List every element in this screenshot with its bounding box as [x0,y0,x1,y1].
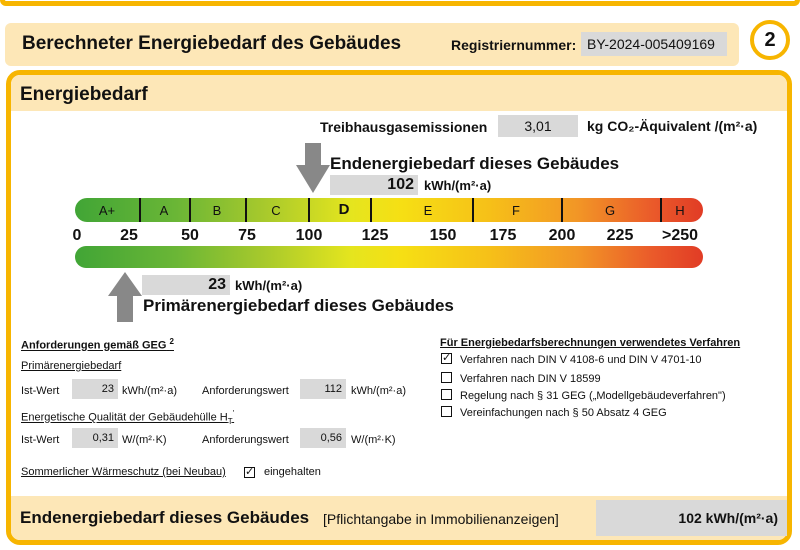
method-label: Regelung nach § 31 GEG („Modellgebäudeverfahren") [460,390,726,402]
end-energy-arrow-icon [296,143,330,193]
summer-protection-checkbox[interactable]: ✓ [245,466,255,478]
footer-value: 102 kWh/(m²·a) [678,510,778,526]
method-label: Verfahren nach DIN V 4108-6 und DIN V 4701-10 [460,354,702,366]
scale-tick [561,198,563,222]
class-label: C [271,203,281,218]
page-number-badge: 2 [750,20,790,60]
method-checkbox-din18599[interactable] [441,372,452,383]
summer-protection-label: Sommerlicher Wärmeschutz (bei Neubau) [21,466,226,478]
primary-energy-value: 23 [142,275,230,295]
method-label: Vereinfachungen nach § 50 Absatz 4 GEG [460,407,667,419]
scale-tick [472,198,474,222]
primary-energy-arrow-icon [108,272,142,322]
requirement-unit: kWh/(m²·a) [351,385,406,397]
footer-note: [Pflichtangabe in Immobilienanzeigen] [323,511,559,527]
class-label: B [212,203,222,218]
ghg-value: 3,01 [498,115,578,137]
method-checkbox-simplifications[interactable] [441,406,452,417]
footer-title: Endenergiebedarf dieses Gebäudes [20,508,310,527]
efficiency-scale-bottom [75,246,703,268]
scale-tick [245,198,247,222]
registration-number: BY-2024-005409169 [581,32,727,56]
ist-label: Ist-Wert [21,385,60,397]
page-title: Berechneter Energiebedarf des Gebäudes [22,33,402,54]
requirement-label: Anforderungswert [202,385,289,397]
envelope-ist-unit: W/(m²·K) [122,434,167,446]
scale-number: 225 [606,227,634,244]
class-label: F [512,203,520,218]
scale-number: 175 [489,227,517,244]
end-energy-label: Endenergiebedarf dieses Gebäudes [330,154,620,173]
scale-tick [139,198,141,222]
class-label: A+ [98,203,116,218]
top-border-strip [0,0,800,6]
method-label: Verfahren nach DIN V 18599 [460,373,601,385]
ist-value: 23 [72,379,118,399]
scale-number: 150 [429,227,457,244]
section-title: Energiebedarf [20,84,148,105]
requirements-title: Anforderungen gemäß GEG $^2$ [21,337,174,352]
requirement-value: 112 [300,379,346,399]
method-checkbox-model-building[interactable] [441,389,452,400]
ghg-label: Treibhausgasemissionen [320,119,488,135]
scale-tick [370,198,372,222]
primary-energy-unit: kWh/(m²·a) [235,278,303,293]
envelope-heading: Energetische Qualität der Gebäudehülle $H_T'$ [21,409,235,426]
scale-tick [308,198,310,222]
scale-number: 200 [548,227,576,244]
scale-number: 0 [72,227,82,244]
class-label-highlighted: D [338,201,350,218]
envelope-requirement-unit: W/(m²·K) [351,434,396,446]
envelope-ist-value: 0,31 [72,428,118,448]
envelope-ist-label: Ist-Wert [21,434,60,446]
class-label: G [604,203,616,218]
scale-number: 50 [181,227,199,244]
primary-energy-heading: Primärenergiebedarf [21,360,122,372]
ist-unit: kWh/(m²·a) [122,385,177,397]
scale-tick [189,198,191,222]
end-energy-unit: kWh/(m²·a) [424,178,492,193]
method-checkbox-din4108[interactable]: ✓ [442,352,452,364]
methods-title: Für Energiebedarfsberechnungen verwendetes Verfahren [440,337,741,349]
summer-protection-result: eingehalten [264,466,321,478]
scale-number: 125 [361,227,389,244]
scale-number: >250 [661,227,699,244]
end-energy-value: 102 [330,175,418,195]
class-label: E [423,203,433,218]
scale-number: 25 [120,227,138,244]
registration-label: Registriernummer: [451,37,577,53]
scale-number: 75 [238,227,256,244]
envelope-requirement-value: 0,56 [300,428,346,448]
ghg-unit: kg CO₂-Äquivalent /(m²·a) [587,118,758,134]
class-label: A [159,203,169,218]
scale-number: 100 [295,227,323,244]
primary-energy-label: Primärenergiebedarf dieses Gebäudes [143,296,454,315]
envelope-requirement-label: Anforderungswert [202,434,289,446]
class-label: H [675,203,685,218]
